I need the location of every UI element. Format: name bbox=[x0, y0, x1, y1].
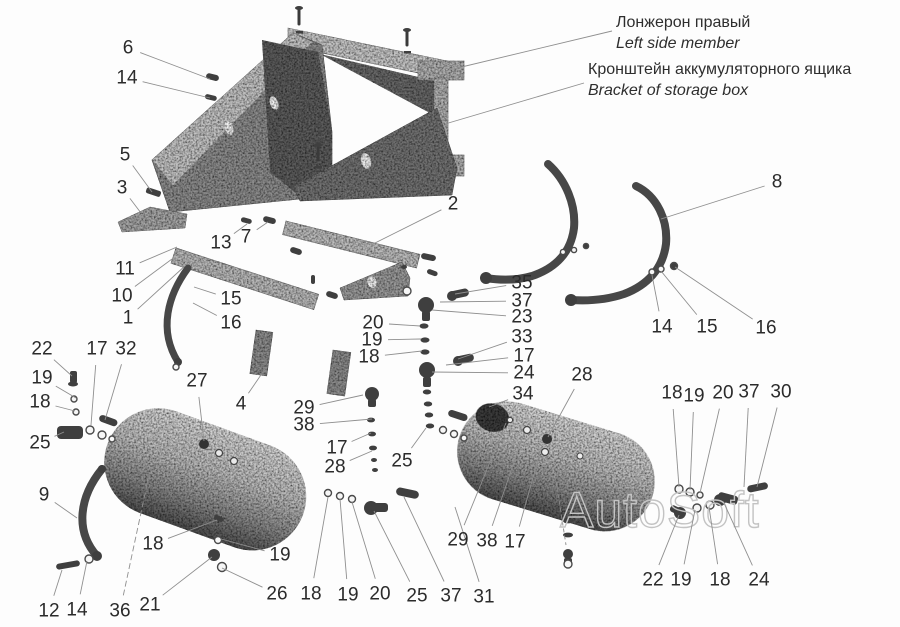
watermark: AutoSoft bbox=[560, 482, 760, 538]
leader-line bbox=[80, 561, 87, 594]
callout-18: 18 bbox=[709, 569, 731, 591]
strap-left-lower bbox=[82, 469, 102, 556]
strap-middle bbox=[486, 164, 574, 280]
leader-line bbox=[130, 198, 141, 213]
callout-18: 18 bbox=[300, 583, 322, 605]
callout-32: 32 bbox=[115, 338, 137, 360]
leader-line bbox=[133, 166, 152, 193]
callout-14: 14 bbox=[116, 67, 138, 89]
callout-19: 19 bbox=[31, 367, 53, 389]
leader-line bbox=[194, 287, 216, 294]
leader-line bbox=[661, 186, 765, 219]
leader-line bbox=[388, 339, 421, 340]
callout-18: 18 bbox=[142, 533, 164, 555]
leader-line bbox=[700, 409, 719, 493]
leader-line bbox=[320, 395, 363, 405]
callout-6: 6 bbox=[122, 37, 134, 59]
callout-37: 37 bbox=[511, 290, 533, 312]
callout-17: 17 bbox=[326, 437, 348, 459]
leader-line bbox=[744, 408, 748, 487]
leader-line bbox=[54, 570, 62, 596]
callout-21: 21 bbox=[139, 594, 161, 616]
callout-25: 25 bbox=[391, 450, 413, 472]
leader-line bbox=[314, 497, 328, 578]
support-leg-right bbox=[327, 350, 351, 396]
part-label-bracket bbox=[588, 60, 851, 102]
leader-line bbox=[193, 303, 217, 316]
callout-18: 18 bbox=[358, 346, 380, 368]
callout-4: 4 bbox=[235, 393, 247, 415]
support-leg-left bbox=[250, 330, 273, 376]
callout-23: 23 bbox=[511, 306, 533, 328]
callout-18: 18 bbox=[29, 391, 51, 413]
callout-13: 13 bbox=[210, 232, 232, 254]
part-label-ru: Кронштейн аккумуляторного ящика bbox=[588, 61, 852, 78]
leader-line bbox=[352, 433, 371, 442]
leader-line bbox=[690, 412, 693, 490]
part-label-en: Left side member bbox=[616, 34, 740, 52]
callout-12: 12 bbox=[38, 600, 60, 622]
leader-line bbox=[140, 247, 177, 263]
callout-22: 22 bbox=[31, 338, 53, 360]
callout-8: 8 bbox=[771, 171, 783, 193]
leader-line bbox=[440, 301, 506, 302]
callout-11: 11 bbox=[115, 258, 135, 280]
callout-17: 17 bbox=[86, 338, 108, 360]
callout-36: 36 bbox=[109, 600, 131, 622]
callout-22: 22 bbox=[642, 569, 664, 591]
callout-19: 19 bbox=[337, 584, 359, 606]
callout-37: 37 bbox=[440, 585, 462, 607]
leader-line bbox=[458, 342, 507, 359]
callout-9: 9 bbox=[38, 484, 50, 506]
part-label-ru: Лонжерон правый bbox=[616, 14, 751, 31]
callout-28: 28 bbox=[324, 456, 346, 478]
callout-29: 29 bbox=[447, 529, 469, 551]
callout-34: 34 bbox=[512, 383, 534, 405]
callout-1: 1 bbox=[122, 307, 134, 329]
callout-37: 37 bbox=[738, 381, 760, 403]
callout-14: 14 bbox=[66, 599, 88, 621]
callout-35: 35 bbox=[511, 272, 533, 294]
callout-19: 19 bbox=[683, 385, 705, 407]
leader-line bbox=[652, 275, 659, 311]
callout-28: 28 bbox=[571, 364, 593, 386]
callout-38: 38 bbox=[476, 530, 498, 552]
leader-line bbox=[371, 210, 441, 245]
leader-line bbox=[374, 511, 410, 582]
leader-line bbox=[389, 324, 420, 326]
leader-line bbox=[54, 360, 72, 376]
callout-20: 20 bbox=[712, 382, 734, 404]
leader-line bbox=[257, 222, 268, 230]
leader-line bbox=[222, 568, 263, 587]
callout-20: 20 bbox=[369, 583, 391, 605]
callout-33: 33 bbox=[511, 326, 533, 348]
callout-25: 25 bbox=[29, 432, 51, 454]
callout-14: 14 bbox=[651, 316, 673, 338]
callout-5: 5 bbox=[119, 144, 131, 166]
leader-line bbox=[432, 372, 508, 373]
leader-line bbox=[675, 267, 753, 319]
callout-10: 10 bbox=[111, 285, 133, 307]
leader-line bbox=[320, 419, 372, 424]
leader-line bbox=[56, 406, 76, 411]
callout-24: 24 bbox=[513, 362, 535, 384]
callout-29: 29 bbox=[293, 397, 315, 419]
leader-line bbox=[757, 408, 777, 488]
callout-31: 31 bbox=[473, 586, 495, 608]
mounting-bar-upper bbox=[283, 221, 420, 268]
callout-16: 16 bbox=[220, 312, 242, 334]
callout-18: 18 bbox=[661, 382, 683, 404]
callout-24: 24 bbox=[748, 569, 770, 591]
leader-line bbox=[404, 497, 444, 582]
leader-line bbox=[56, 386, 76, 398]
callout-19: 19 bbox=[269, 544, 291, 566]
leader-line bbox=[105, 364, 122, 420]
callout-2: 2 bbox=[447, 193, 459, 215]
callout-7: 7 bbox=[240, 226, 252, 248]
callout-38: 38 bbox=[293, 414, 315, 436]
callout-15: 15 bbox=[220, 288, 242, 310]
callout-27: 27 bbox=[186, 370, 208, 392]
leader-line bbox=[143, 82, 210, 98]
leader-line bbox=[385, 351, 422, 355]
leader-line bbox=[55, 502, 77, 518]
leader-line bbox=[163, 557, 212, 595]
leader-line bbox=[673, 409, 679, 487]
callout-19: 19 bbox=[670, 569, 692, 591]
leader-line bbox=[140, 53, 210, 79]
leader-line bbox=[340, 499, 347, 579]
mounting-bar-lower bbox=[171, 248, 319, 310]
leader-line bbox=[91, 365, 96, 425]
callout-30: 30 bbox=[770, 381, 792, 403]
callout-3: 3 bbox=[116, 177, 128, 199]
callout-20: 20 bbox=[362, 312, 384, 334]
leader-line bbox=[411, 428, 426, 448]
callout-17: 17 bbox=[504, 531, 526, 553]
air-tank-left bbox=[89, 393, 321, 566]
leader-line bbox=[432, 310, 506, 316]
strap-left-upper bbox=[167, 268, 188, 362]
part-label-side-member bbox=[616, 13, 750, 55]
callout-19: 19 bbox=[361, 329, 383, 351]
callout-25: 25 bbox=[406, 585, 428, 607]
callout-17: 17 bbox=[513, 345, 535, 367]
callout-15: 15 bbox=[696, 316, 718, 338]
title-leader-line bbox=[445, 83, 584, 124]
part-label-en: Bracket of storage box bbox=[588, 81, 749, 99]
callout-26: 26 bbox=[266, 583, 288, 605]
leader-line bbox=[350, 451, 372, 461]
callout-16: 16 bbox=[755, 317, 777, 339]
